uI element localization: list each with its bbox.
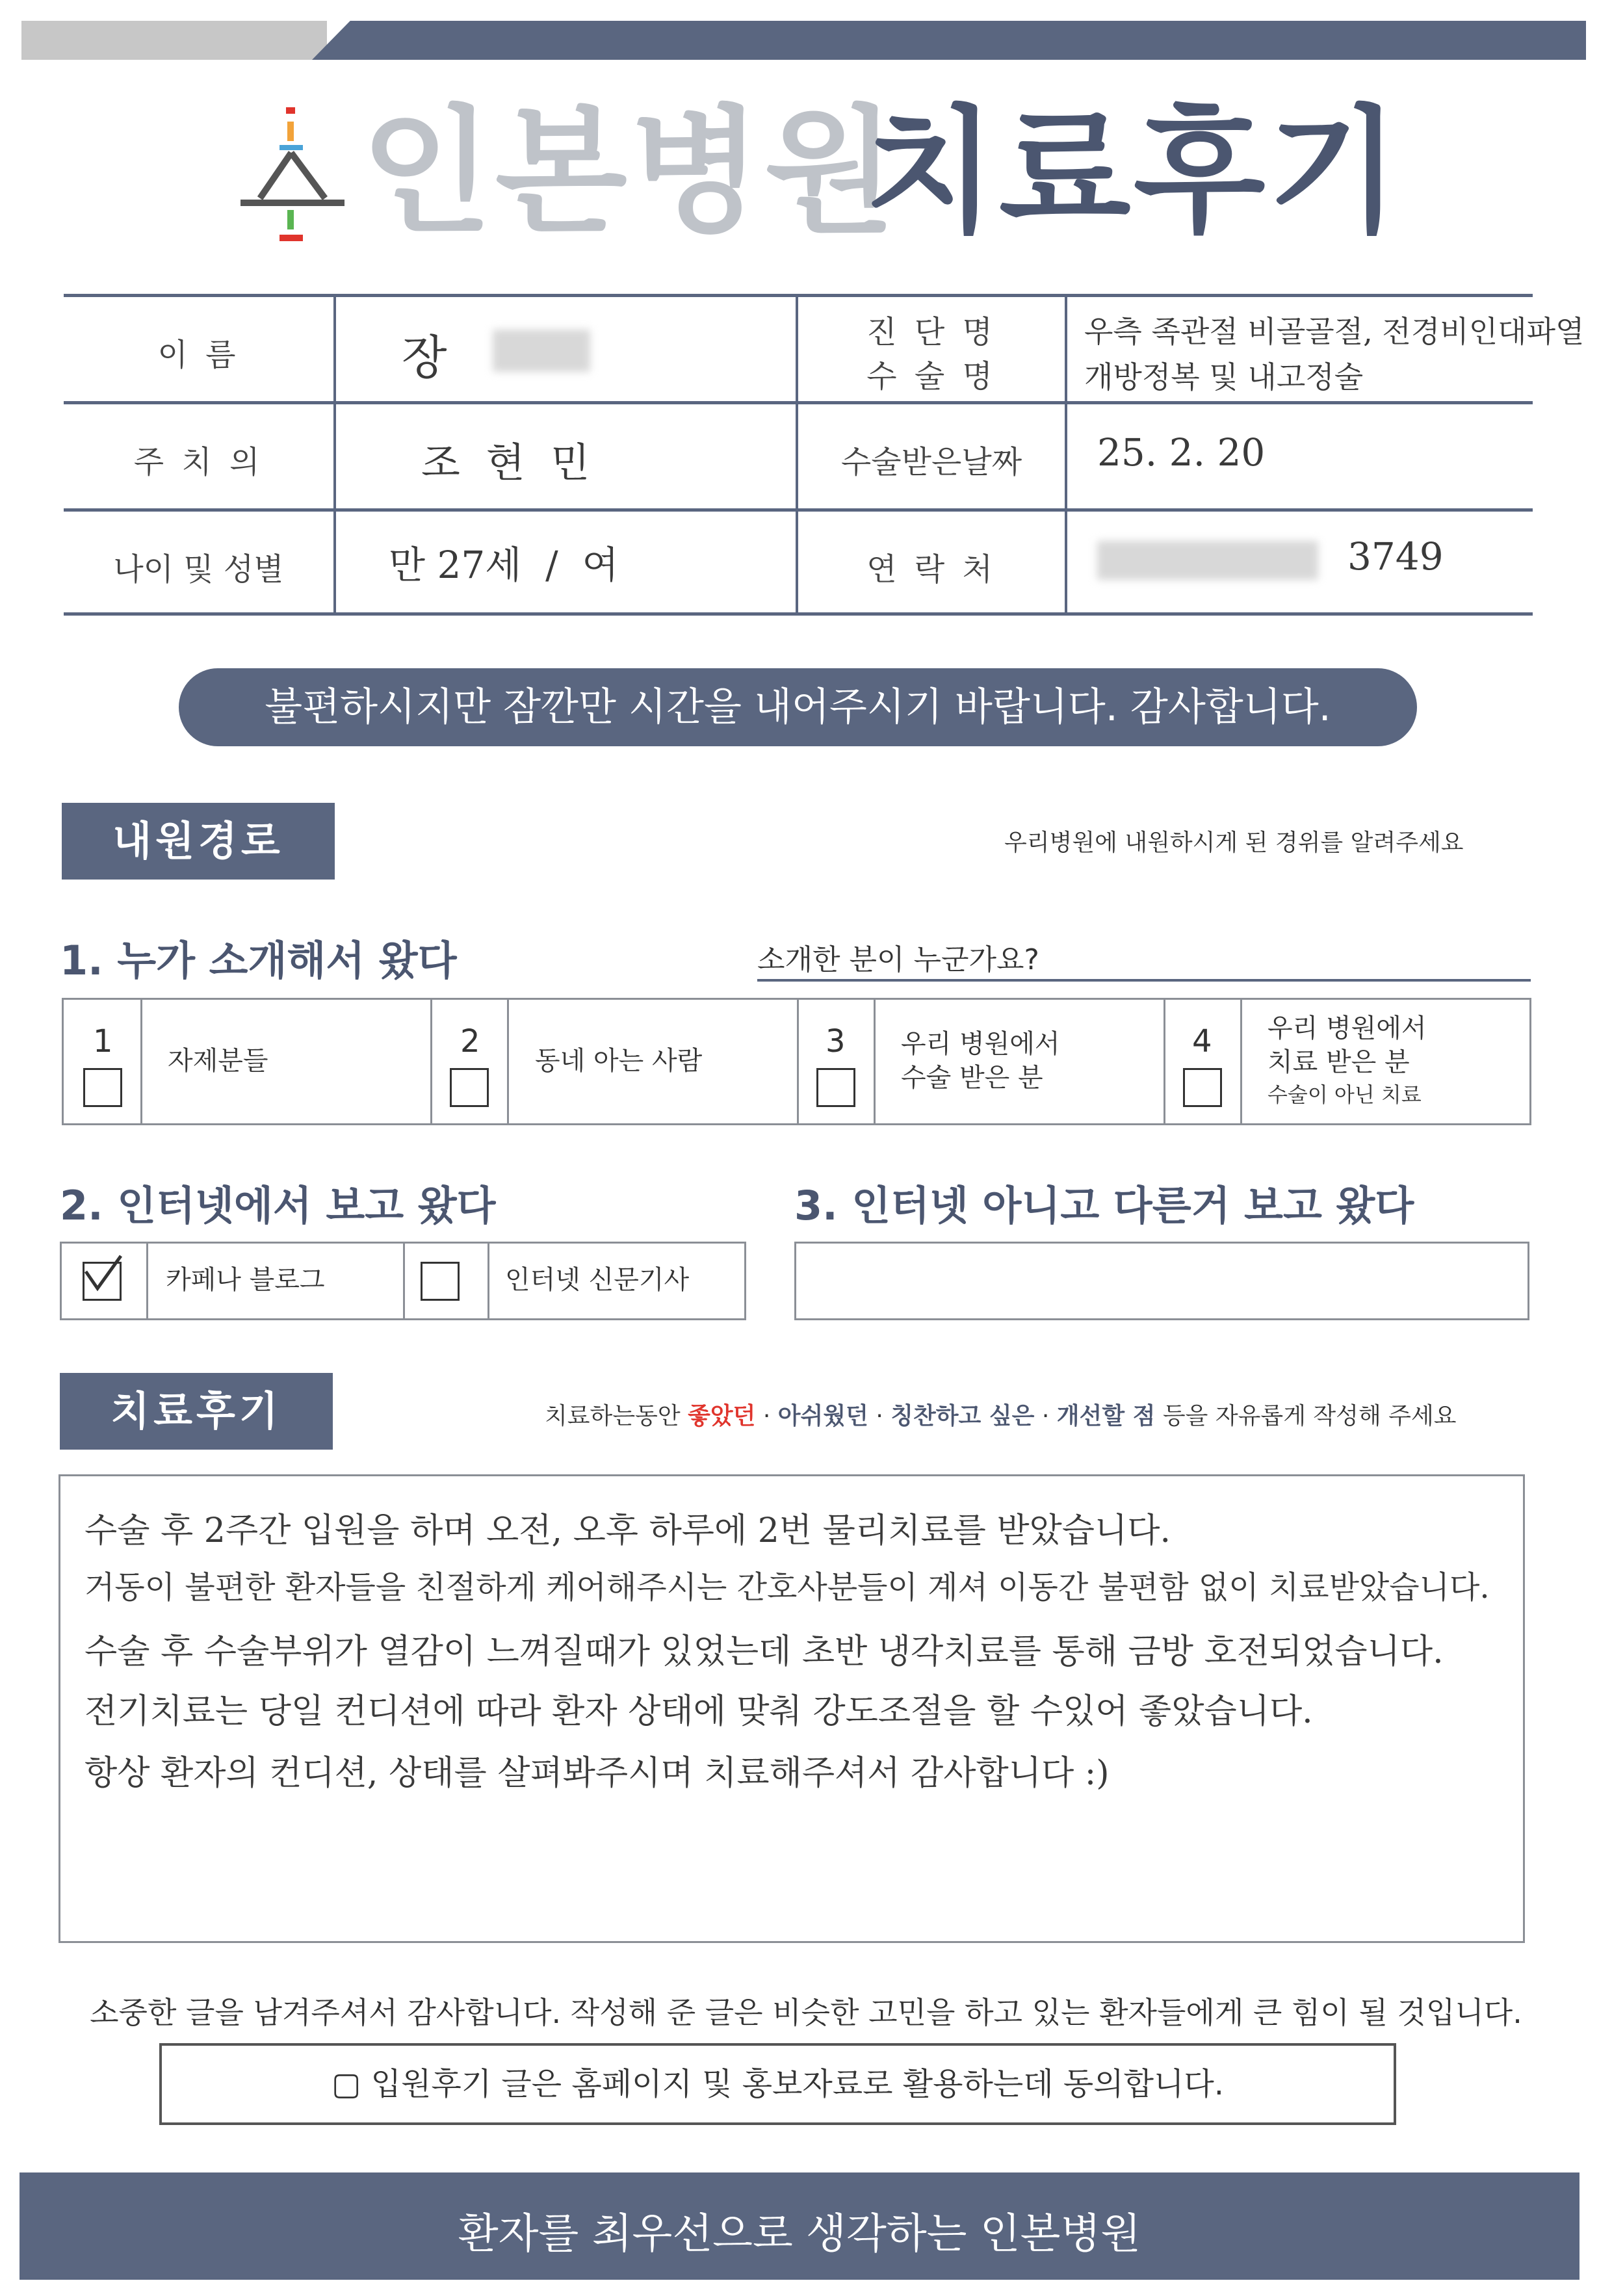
q1-underline <box>757 979 1531 982</box>
q1-option-2-label: 동네 아는 사람 <box>535 1046 703 1076</box>
age-gender-label: 나이 및 성별 <box>113 551 284 588</box>
table-top-line <box>64 294 1533 297</box>
thanks-message: 소중한 글을 남겨주셔서 감사합니다. 작성해 준 글은 비슷한 고민을 하고 있는 환자들에게 큰 힘이 될 것입니다. <box>90 1995 1522 2030</box>
q1-option-1-label: 자제분들 <box>168 1046 268 1076</box>
document-title: 치료후기 <box>864 92 1403 252</box>
hospital-logo-icon <box>240 107 344 244</box>
review-help <box>545 1398 1457 1431</box>
top-band-gray <box>21 21 327 60</box>
q1-options-box <box>62 998 1531 1125</box>
surgery-name-value: 개방정복 및 내고정술 <box>1084 359 1364 395</box>
q3-title: 3. 인터넷 아니고 다른거 보고 왔다 <box>794 1182 1414 1229</box>
q1-option-3-number: 3 <box>826 1023 846 1060</box>
review-help-improve: 개선할 점 <box>1056 1403 1156 1429</box>
review-line: 거동이 불편한 환자들을 친절하게 케어해주시는 간호사분들이 계셔 이동간 불편함 없이 치료받았습니다. <box>84 1569 1490 1606</box>
q1-option-4-number: 4 <box>1192 1023 1212 1060</box>
contact-redaction <box>1097 541 1318 580</box>
table-row-line <box>64 508 1533 512</box>
surgery-name-label: 수 술 명 <box>866 358 996 395</box>
q3-answer-box[interactable] <box>794 1242 1529 1320</box>
q1-title: 1. 누가 소개해서 왔다 <box>60 937 457 984</box>
name-label: 이 름 <box>157 337 240 373</box>
q1-option-2-number: 2 <box>460 1023 480 1060</box>
q2-option-2-checkbox[interactable] <box>421 1262 460 1301</box>
review-help-praise: 칭찬하고 싶은 <box>890 1403 1035 1429</box>
contact-value: 3749 <box>1347 534 1444 579</box>
q2-cell <box>62 1244 405 1318</box>
visit-route-help: 우리병원에 내원하시게 된 경위를 알려주세요 <box>1004 829 1464 856</box>
patient-info-table <box>64 294 1585 616</box>
table-row-line <box>64 401 1533 404</box>
review-help-text: 등을 자유롭게 작성해 주세요 <box>1155 1403 1457 1429</box>
q2-option-2-label: 인터넷 신문기사 <box>505 1265 690 1295</box>
notice-banner: 불편하시지만 잠깐만 시간을 내어주시기 바랍니다. 감사합니다. <box>179 668 1417 746</box>
footer-banner: 환자를 최우선으로 생각하는 인본병원 <box>20 2172 1580 2280</box>
q1-cell <box>797 1000 1165 1123</box>
visit-route-tab: 내원경로 <box>62 803 335 880</box>
review-help-good: 좋았던 <box>688 1403 756 1429</box>
q1-option-1-number: 1 <box>93 1023 113 1060</box>
doctor-label: 주 치 의 <box>133 444 264 480</box>
review-help-separator: · <box>868 1403 891 1429</box>
q1-option-4-label-line2: 치료 받은 분 <box>1268 1047 1410 1077</box>
table-bottom-line <box>64 612 1533 616</box>
surgery-date-label: 수술받은날짜 <box>840 444 1022 480</box>
review-help-text: 치료하는동안 <box>545 1403 688 1429</box>
name-value: 장 <box>402 330 447 385</box>
review-tab: 치료후기 <box>60 1373 333 1450</box>
q1-option-3-label-line1: 우리 병원에서 <box>901 1029 1060 1059</box>
q2-option-1-label: 카페나 블로그 <box>166 1265 325 1295</box>
q1-subtitle: 소개한 분이 누군가요? <box>757 943 1039 976</box>
review-help-bad: 아쉬웠던 <box>777 1403 868 1429</box>
review-line: 수술 후 수술부위가 열감이 느껴질때가 있었는데 초반 냉각치료를 통해 금방 호전되었습니다. <box>84 1632 1444 1671</box>
consent-checkbox-box[interactable]: ▢ 입원후기 글은 홈페이지 및 홍보자료로 활용하는데 동의합니다. <box>159 2043 1396 2125</box>
diagnosis-label: 진 단 명 <box>866 314 996 350</box>
name-redaction <box>493 330 590 372</box>
table-col-line <box>333 294 336 616</box>
q1-option-4-label-line3: 수술이 아닌 치료 <box>1268 1082 1422 1107</box>
doctor-value: 조 현 민 <box>421 439 597 486</box>
hospital-name: 인본병원 <box>361 92 899 252</box>
surgery-date-value: 25. 2. 20 <box>1097 430 1266 475</box>
q1-option-3-label-line2: 수술 받은 분 <box>901 1063 1043 1093</box>
q2-title: 2. 인터넷에서 보고 왔다 <box>60 1182 496 1229</box>
q1-option-4-checkbox[interactable] <box>1183 1068 1222 1107</box>
review-help-separator: · <box>755 1403 778 1429</box>
table-col-line <box>1065 294 1067 616</box>
q1-cell <box>64 1000 432 1123</box>
contact-label: 연 락 처 <box>866 551 996 588</box>
q1-cell <box>430 1000 799 1123</box>
review-line: 수술 후 2주간 입원을 하며 오전, 오후 하루에 2번 물리치료를 받았습니다. <box>84 1511 1171 1550</box>
top-band-navy <box>312 21 1586 60</box>
review-help-separator: · <box>1034 1403 1057 1429</box>
q2-options-box <box>60 1242 746 1320</box>
q1-option-4-label-line1: 우리 병원에서 <box>1268 1013 1427 1043</box>
age-gender-value: 만 27세 / 여 <box>389 543 619 587</box>
diagnosis-value: 우측 족관절 비골골절, 전경비인대파열 <box>1084 314 1585 349</box>
review-line: 항상 환자의 컨디션, 상태를 살펴봐주시며 치료해주셔서 감사합니다 :) <box>84 1754 1110 1793</box>
review-line: 전기치료는 당일 컨디션에 따라 환자 상태에 맞춰 강도조절을 할 수있어 좋았습니다. <box>84 1692 1313 1731</box>
